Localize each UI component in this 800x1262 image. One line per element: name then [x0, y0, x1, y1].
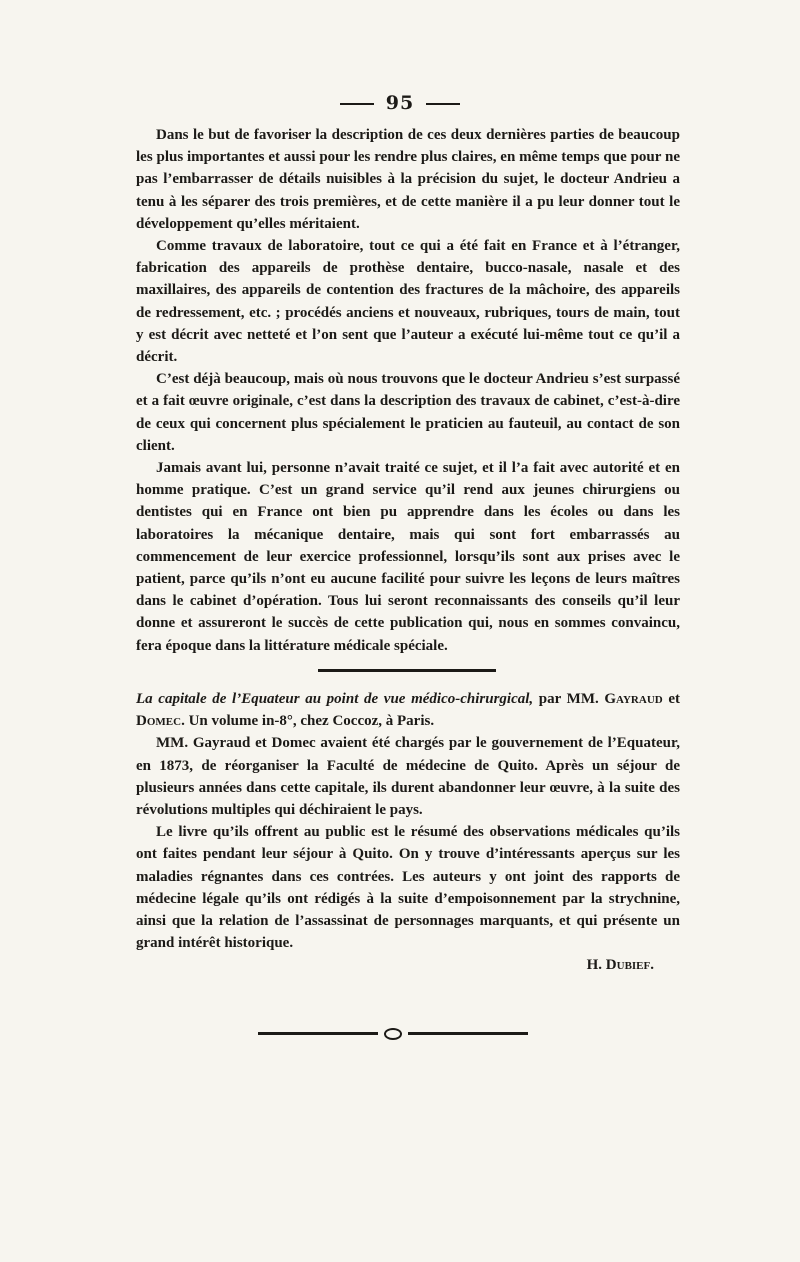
ornament-line-left [258, 1032, 378, 1035]
review-paragraph-1: Dans le but de favoriser la description de ces deux dernières parties de beaucoup les plus importantes et aussi pour les rendre plus claires, en même temps que pour ne pas l’embarrasser de détails nuisibles à la précision du sujet, le docteur Andrieu a tenu à les séparer des trois premières, et de cette manière il a pu leur donner tout le développement qu’elles méritaient. [136, 127, 680, 232]
bibliography-heading [136, 688, 680, 732]
bibliography-entry [136, 688, 680, 977]
bibliography-paragraph-2: Le livre qu’ils offrent au public est le résumé des observations médicales qu’ils ont faites pendant leur séjour à Quito. On y trouve d’intéressants aperçus sur les maladies régnantes dans ces contrées. Les auteurs y ont joint des rapports de médecine légale qu’ils ont rédigés à la suite d’empoisonnement par la strychnine, ainsi que la relation de l’assassinat de personnages marquants, et qui présente un grand intérêt historique. [136, 824, 680, 952]
page-number-dash-left [340, 103, 374, 105]
page-number: 95 [385, 92, 415, 114]
page-number-header [0, 92, 800, 114]
book-and: et [662, 691, 681, 707]
review-paragraph-2: Comme travaux de laboratoire, tout ce qui a été fait en France et à l’étranger, fabrication des appareils de prothèse dentaire, bucco-nasale, nasale et des maxillaires, des appareils de contention des fractures de la mâchoire, des appareils de redressement, etc. ; procédés anciens et nouveaux, rubriques, tours de main, tout y est décrit avec netteté et l’on sent que l’auteur a exécuté lui-même tout ce qu’il a décrit. [136, 238, 680, 366]
section-separator-rule [318, 669, 496, 672]
book-details: . Un volume in-8°, chez Coccoz, à Paris. [181, 713, 435, 730]
book-title: La capitale de l’Equateur au point de vue médico-chirurgical, [136, 691, 534, 707]
review-text [136, 124, 680, 657]
ornament-knot [384, 1028, 402, 1040]
ornament-line-right [408, 1032, 528, 1035]
book-author-1: Gayraud [604, 691, 663, 707]
page-number-dash-right [426, 103, 460, 105]
review-signature: H. Dubief. [586, 957, 654, 974]
book-author-2: Domec [136, 713, 182, 730]
end-ornament-rule [258, 1028, 528, 1040]
bibliography-paragraph-1: MM. Gayraud et Domec avaient été chargés par le gouvernement de l’Equateur, en 1873, de réorganiser la Faculté de médecine de Quito. Après un séjour de plusieurs années dans cette capitale, ils durent abandonner leur œuvre, à la suite des révolutions multiples qui déchiraient le pays. [136, 735, 680, 819]
review-paragraph-3: C’est déjà beaucoup, mais où nous trouvons que le docteur Andrieu s’est surpassé et a fait œuvre originale, c’est dans la description des travaux de cabinet, c’est-à-dire de ceux qui concernent plus spécialement le praticien au fauteuil, au contact de son client. [136, 371, 680, 454]
review-paragraph-4: Jamais avant lui, personne n’avait traité ce sujet, et il l’a fait avec autorité et en homme pratique. C’est un grand service qu’il rend aux jeunes chirurgiens ou dentistes qui en France ont bien pu apprendre dans les écoles ou dans les laboratoires la mécanique dentaire, mais qui sont fort embarrassés au commencement de leur exercice professionnel, lorsqu’ils sont aux prises avec le patient, parce qu’ils n’ont eu aucune facilité pour suivre les leçons de leurs maîtres dans le cabinet d’opération. Tous lui seront reconnaissants des conseils qu’il leur donne et assureront le succès de cette publication qui, nous en sommes convaincu, fera époque dans la littérature médicale spéciale. [136, 460, 680, 654]
book-by: par MM. [533, 691, 605, 707]
